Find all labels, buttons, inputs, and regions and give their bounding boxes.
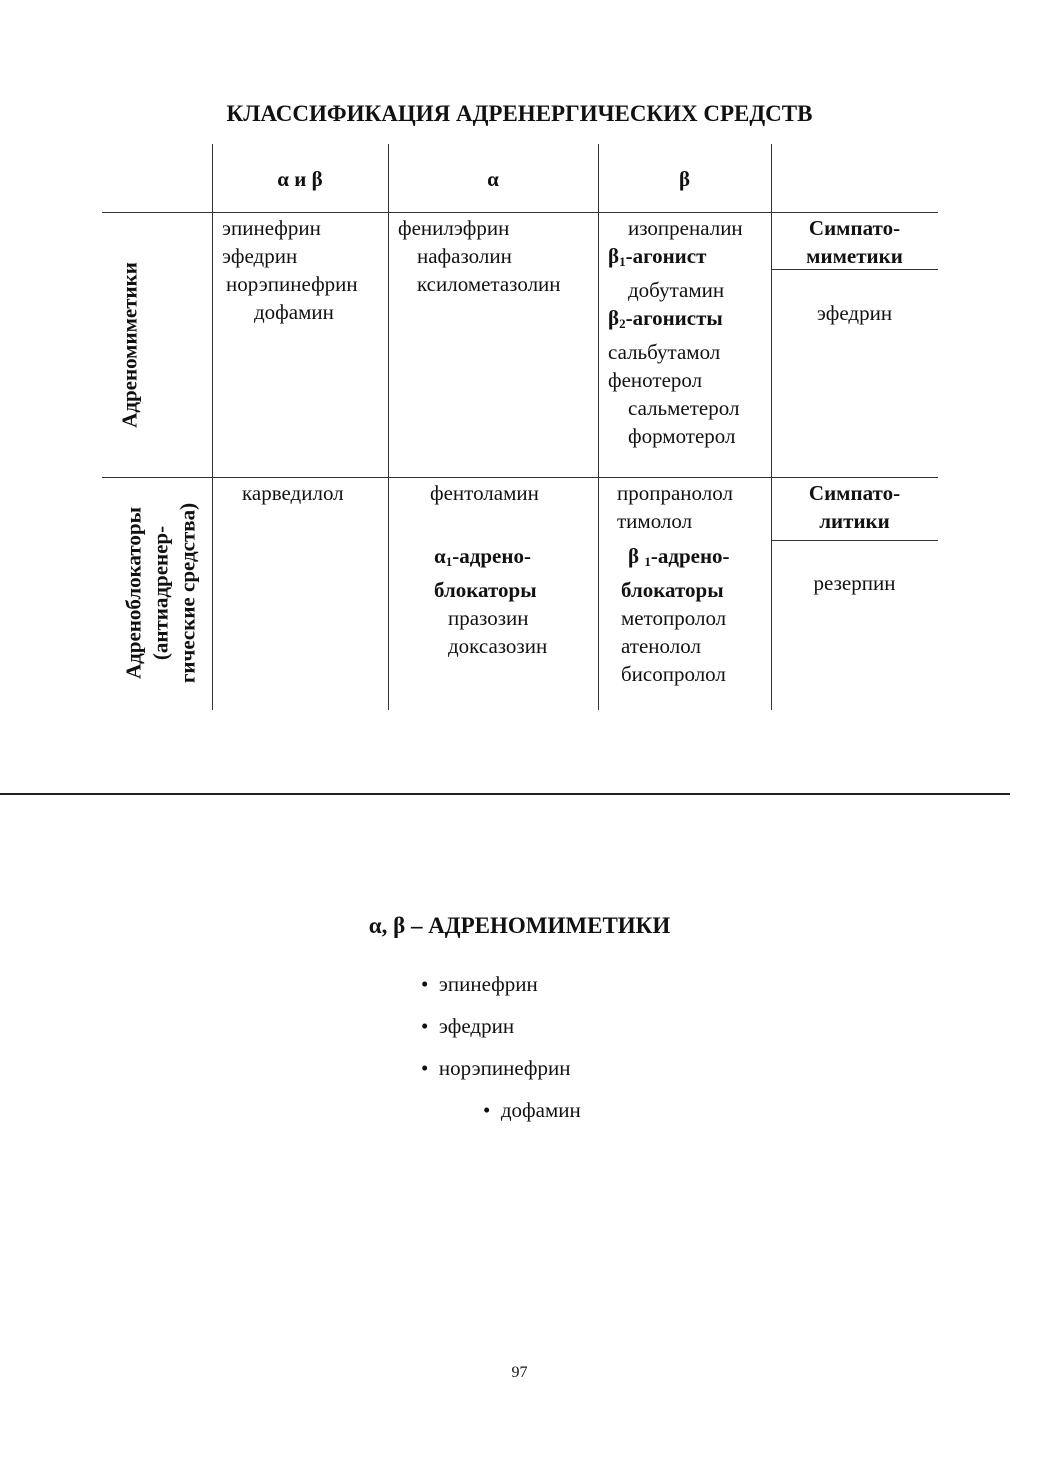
subgroup-b2-agonists: $\beta_2$-агонисты — [608, 306, 723, 331]
cell-a-blockers — [430, 479, 539, 507]
page-title: КЛАССИФИКАЦИЯ АДРЕНЕРГИЧЕСКИХ СРЕДСТВ — [226, 101, 813, 126]
subgroup-b1-blockers: β $_1$-адрено- блокаторы метопролол атенолол бисопролол — [621, 544, 730, 686]
drug-item: норэпинефрин — [226, 272, 358, 296]
cell-ab-agonists — [222, 214, 358, 326]
bullet-icon: • — [421, 972, 429, 996]
bullet-icon: • — [483, 1098, 491, 1122]
drug-item: бисопролол — [621, 662, 726, 686]
cell-ab-blockers — [242, 479, 344, 507]
table-hline — [771, 540, 938, 541]
list-item: • эпинефрин — [421, 972, 538, 996]
cell-b-blockers — [617, 479, 733, 535]
table-vline — [212, 144, 213, 710]
drug-item: изопреналин — [628, 216, 743, 240]
drug-item: ксилометазолин — [417, 272, 561, 296]
drug-item: фенотерол — [608, 368, 703, 392]
cell-a-agonists — [398, 214, 561, 298]
header-beta: β — [678, 167, 691, 191]
drug-item: метопролол — [621, 606, 727, 630]
drug-item: сальметерол — [628, 396, 740, 420]
cell-b-agonists — [608, 214, 743, 450]
drug-item: тимолол — [617, 509, 693, 533]
drug-item: празозин — [448, 606, 529, 630]
row-label-adrenoblockers: Адреноблокаторы (антиадренер- гические средства) — [121, 502, 200, 684]
drug-item: эфедрин — [222, 244, 298, 268]
drug-item: доксазозин — [448, 634, 548, 658]
table-hline — [102, 477, 938, 478]
side-item-reserpine: резерпин — [813, 571, 896, 595]
section-divider — [0, 793, 1010, 795]
table-hline — [102, 212, 938, 213]
drug-item: формотерол — [628, 424, 736, 448]
drug-item: нафазолин — [417, 244, 512, 268]
table-vline — [598, 144, 599, 710]
drug-item: фентоламин — [430, 481, 539, 505]
section-title: α, β – АДРЕНОМИМЕТИКИ — [368, 913, 671, 938]
bullet-icon: • — [421, 1014, 429, 1038]
drug-item: пропранолол — [617, 481, 733, 505]
list-item: • эфедрин — [421, 1014, 515, 1038]
drug-item: атенолол — [621, 634, 701, 658]
drug-item: дофамин — [254, 300, 334, 324]
bullet-icon: • — [421, 1056, 429, 1080]
drug-item: добутамин — [628, 278, 725, 302]
side-header-sympathomimetics: Симпато- миметики — [806, 216, 903, 268]
subgroup-b1-agonist: $\beta_1$-агонист — [608, 244, 707, 269]
table-vline — [388, 144, 389, 710]
header-alpha-beta: α и β — [277, 167, 323, 191]
row-label-adrenomimetics: Адреномиметики — [117, 262, 142, 428]
list-item: • норэпинефрин — [421, 1056, 571, 1080]
page-number: 97 — [511, 1364, 528, 1381]
drug-item: сальбутамол — [608, 340, 721, 364]
header-alpha: α — [487, 167, 499, 191]
side-item-ephedrine: эфедрин — [816, 301, 893, 325]
subgroup-a1-blockers: $\alpha_1-адрено-$ блокаторы празозин доксазозин — [434, 544, 548, 658]
side-header-sympatholytics: Симпато- литики — [808, 481, 901, 533]
list-item: • дофамин — [483, 1098, 581, 1122]
drug-item: фенилэфрин — [398, 216, 510, 240]
drug-item: карведилол — [242, 481, 344, 505]
drug-item: эпинефрин — [222, 216, 321, 240]
